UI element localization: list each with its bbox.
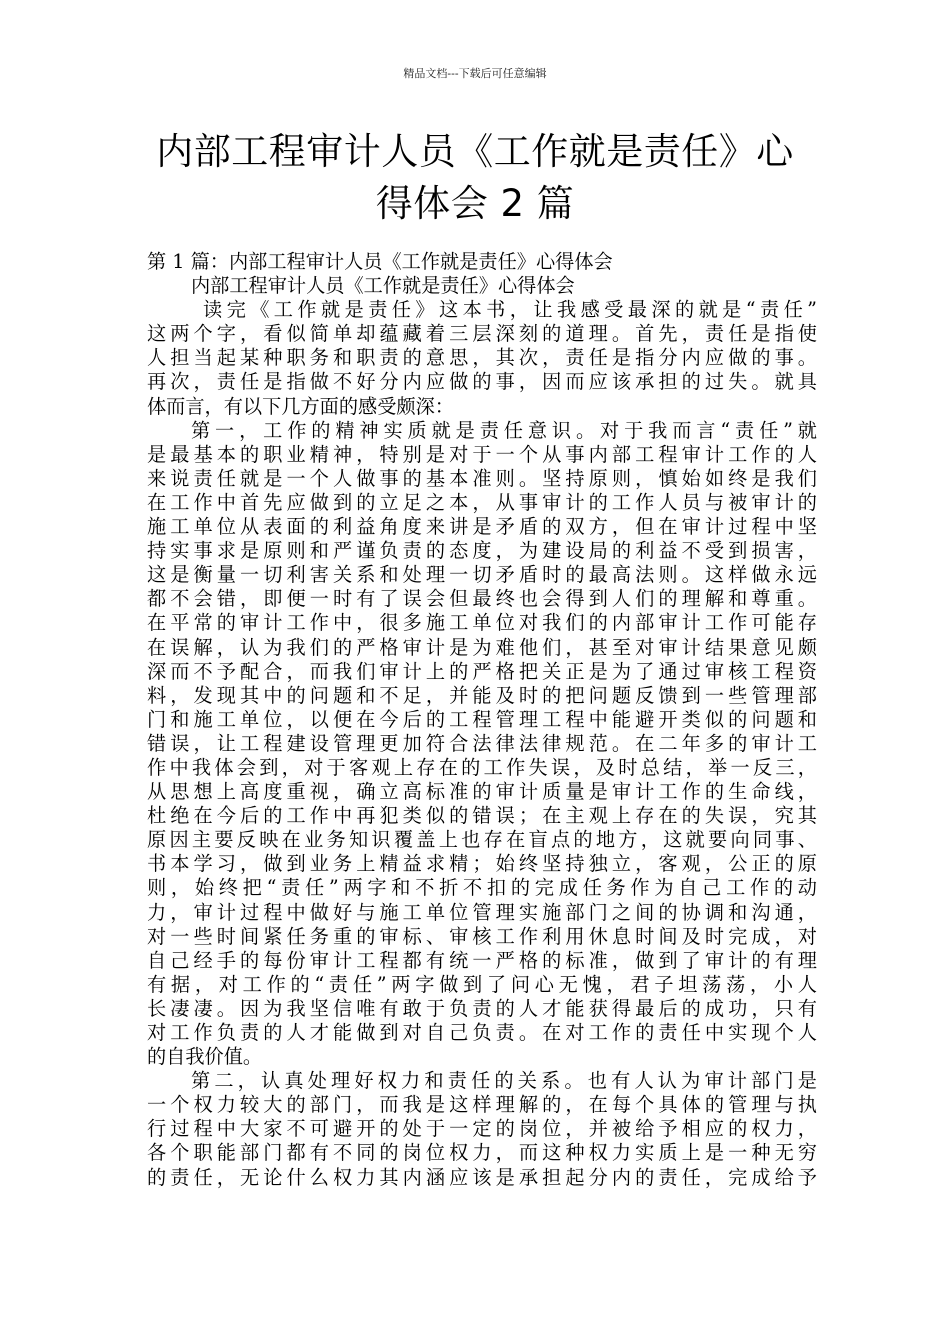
text-line: 对一些时间紧任务重的审标、审核工作利用休息时间及时完成，对	[147, 924, 817, 948]
header-note: 精品文档---下载后可任意编辑	[403, 67, 547, 80]
text-line: 深而不予配合，而我们审计上的严格把关正是为了通过审核工程资	[147, 659, 817, 683]
text-line: 持实事求是原则和严谨负责的态度，为建设局的利益不受到损害，	[147, 539, 817, 563]
text-line: 人担当起某种职务和职责的意思，其次，责任是指分内应做的事。	[147, 346, 817, 370]
title-line: 内部工程审计人员《工作就是责任》心	[156, 130, 794, 173]
text-line: 的责任，无论什么权力其内涵应该是承担起分内的责任，完成给予	[147, 1165, 817, 1189]
text-line: 有据，对工作的“责任”两字做到了问心无愧，君子坦荡荡，小人	[147, 972, 817, 996]
text-line: 都不会错，即便一时有了误会但最终也会得到人们的理解和尊重。	[147, 587, 817, 611]
text-line: 各个职能部门都有不同的岗位权力，而这种权力实质上是一种无穷	[147, 1141, 817, 1165]
text-line: 在误解，认为我们的严格审计是为难他们，甚至对审计结果意见颇	[147, 635, 817, 659]
text-line: 作中我体会到，对于客观上存在的工作失误，及时总结，举一反三，	[147, 755, 817, 779]
text-line: 自己经手的每份审计工程都有统一严格的标准，做到了审计的有理	[147, 948, 817, 972]
text-line: 料，发现其中的问题和不足，并能及时的把问题反馈到一些管理部	[147, 683, 817, 707]
text-line: 是最基本的职业精神，特别是对于一个从事内部工程审计工作的人	[147, 442, 817, 466]
text-line: 则，始终把“责任”两字和不折不扣的完成任务作为自己工作的动	[147, 876, 817, 900]
text-line: 施工单位从表面的利益角度来讲是矛盾的双方，但在审计过程中坚	[147, 515, 817, 539]
text-line: 长凄凄。因为我坚信唯有敢于负责的人才能获得最后的成功，只有	[147, 996, 817, 1020]
section-heading: 第 1 篇：内部工程审计人员《工作就是责任》心得体会	[147, 250, 613, 273]
text-line: 这两个字，看似简单却蕴藏着三层深刻的道理。首先，责任是指使	[147, 322, 817, 346]
text-line: 行过程中大家不可避开的处于一定的岗位，并被给予相应的权力，	[147, 1117, 817, 1141]
text-line: 力，审计过程中做好与施工单位管理实施部门之间的协调和沟通，	[147, 900, 817, 924]
title-line: 得体会 2 篇	[375, 182, 575, 225]
text-line: 门和施工单位，以便在今后的工程管理工程中能避开类似的问题和	[147, 707, 817, 731]
text-line: 一个权力较大的部门，而我是这样理解的，在每个具体的管理与执	[147, 1093, 817, 1117]
document-title	[140, 126, 810, 230]
text-line: 在工作中首先应做到的立足之本，从事审计的工作人员与被审计的	[147, 490, 817, 514]
text-line: 杜绝在今后的工作中再犯类似的错误；在主观上存在的失误，究其	[147, 804, 817, 828]
text-line: 在平常的审计工作中，很多施工单位对我们的内部审计工作可能存	[147, 611, 817, 635]
text-line: 从思想上高度重视，确立高标准的审计质量是审计工作的生命线，	[147, 780, 817, 804]
text-line: 错误，让工程建设管理更加符合法律法律规范。在二年多的审计工	[147, 731, 817, 755]
document-body	[147, 250, 817, 1190]
text-line: 第二，认真处理好权力和责任的关系。也有人认为审计部门是	[191, 1069, 817, 1093]
text-line: 读完《工作就是责任》这本书，让我感受最深的就是“责任”	[203, 298, 817, 322]
text-line: 来说责任就是一个人做事的基本准则。坚持原则，慎始如终是我们	[147, 466, 817, 490]
text-line: 第一，工作的精神实质就是责任意识。对于我而言“责任”就	[191, 418, 817, 442]
text-line: 再次，责任是指做不好分内应做的事，因而应该承担的过失。就具	[147, 370, 817, 394]
text-line: 这是衡量一切利害关系和处理一切矛盾时的最高法则。这样做永远	[147, 563, 817, 587]
text-line: 的自我价值。	[147, 1045, 263, 1069]
text-line: 书本学习，做到业务上精益求精；始终坚持独立，客观，公正的原	[147, 852, 817, 876]
text-line: 原因主要反映在业务知识覆盖上也存在盲点的地方，这就要向同事、	[147, 828, 817, 852]
subsection-heading: 内部工程审计人员《工作就是责任》心得体会	[191, 274, 575, 298]
text-line: 体而言，有以下几方面的感受颇深：	[147, 394, 454, 418]
text-line: 对工作负责的人才能做到对自己负责。在对工作的责任中实现个人	[147, 1021, 817, 1044]
